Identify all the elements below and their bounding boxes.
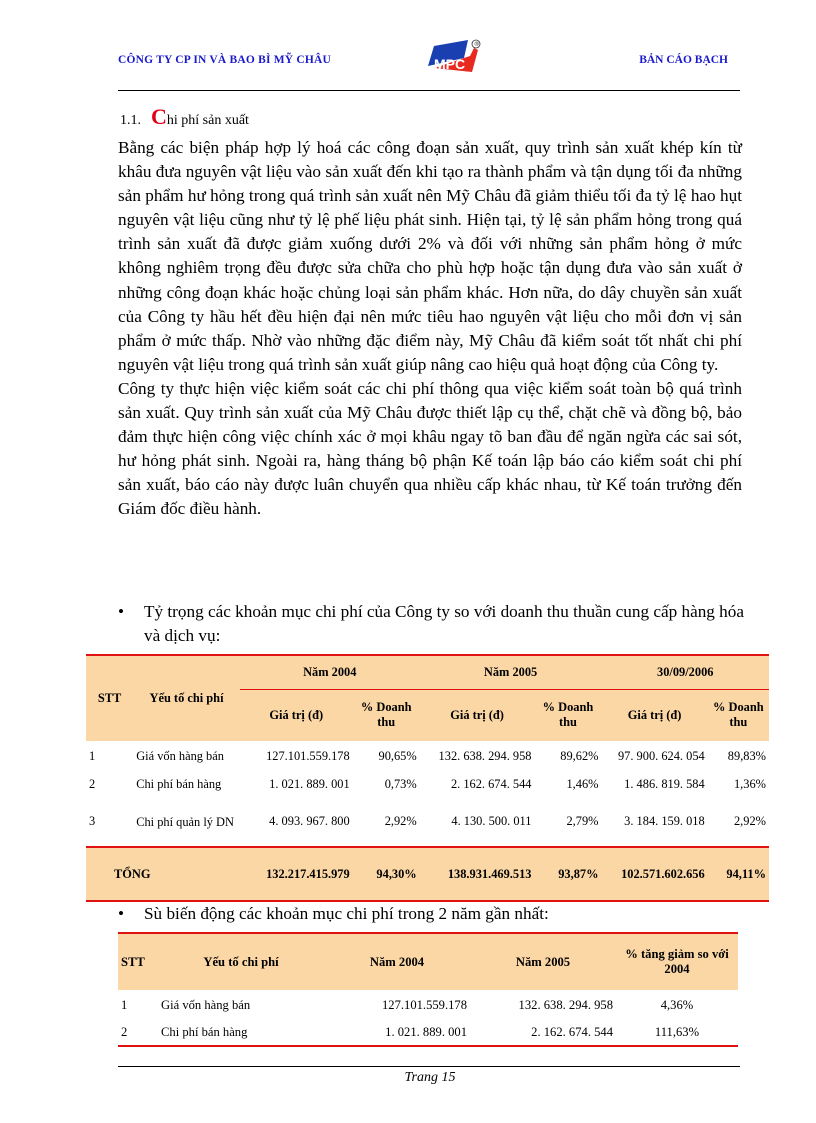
page-number: Trang 15 [404, 1070, 456, 1085]
cell-factor: Giá vốn hàng bán [161, 997, 251, 1012]
cost-change-table [118, 932, 738, 1047]
cell-value: 4. 130. 500. 011 [451, 814, 532, 828]
header-change: % tăng giảm so với 2004 [616, 933, 738, 990]
cell-stt: 2 [89, 776, 96, 791]
cell-pct: 2,92% [384, 814, 417, 828]
cell-2005: 2. 162. 674. 544 [470, 1020, 616, 1046]
table-row [86, 797, 769, 847]
section-title-initial: C [151, 104, 167, 129]
footer-divider [118, 1066, 740, 1067]
bullet-cost-ratio [118, 600, 748, 648]
bullet-icon: • [118, 904, 125, 923]
sub-value-2006: Giá trị (đ) [601, 689, 707, 741]
section-number: 1.1. [120, 113, 141, 128]
cell-2004: 1. 021. 889. 001 [324, 1020, 470, 1046]
table-row [118, 1020, 738, 1046]
cell-pct: 1,36% [733, 776, 766, 791]
bullet-cost-change [118, 902, 748, 926]
cell-value: 4. 093. 967. 800 [269, 814, 350, 828]
table-header-row [118, 933, 738, 990]
total-pct-2005: 93,87% [534, 847, 601, 901]
header-divider [118, 90, 740, 91]
header-2005: Năm 2005 [470, 933, 616, 990]
registered-mark: ® [473, 41, 480, 48]
header-year-2004: Năm 2004 [240, 655, 420, 689]
header-year-2005: Năm 2005 [420, 655, 602, 689]
cell-pct: 1,46% [566, 776, 599, 791]
cell-change: 4,36% [660, 997, 694, 1012]
company-logo [420, 38, 482, 82]
paragraph-1: Bằng các biện pháp hợp lý hoá các công đoạn sản xuất, quy trình sản xuất khép kín từ khâu đưa nguyên vật liệu vào sản xuất đến khi tạo ra thành phẩm và tận dụng tối đa những sản phẩm hư hỏng trong quá trình sản xuất nên Mỹ Châu đã giảm thiểu tối đa tỷ lệ hao hụt nguyên vật liệu cũng như tỷ lệ phế liệu phát sinh. Hiện tại, tỷ lệ sản phẩm hỏng trong quá trình sản xuất đã được giảm xuống dưới 2% và đối với những sản phẩm hỏng ở mức không nghiêm trọng đều được sửa chữa cho phù hợp hoặc tận dụng đưa vào sản xuất ở những công đoạn khác hoặc chủng loại sản phẩm khác. Hơn nữa, do dây chuyền sản xuất của Công ty hầu hết đều hiện đại nên mức tiêu hao nguyên vật liệu cho mỗi đơn vị sản phẩm ở mức thấp. Nhờ vào những đặc điểm này, Mỹ Châu đã kiểm soát tốt nhất chi phí nguyên vật liệu trong quá trình sản xuất giúp nâng cao hiệu quả hoạt động của Công ty. [118, 138, 742, 374]
cost-ratio-table [86, 654, 769, 902]
cell-2004: 127.101.559.178 [381, 997, 467, 1012]
table-row [86, 771, 769, 797]
cell-value: 127.101.559.178 [266, 748, 350, 763]
total-pct-2006: 94,11% [708, 847, 769, 901]
header-stt: STT [118, 933, 158, 990]
cell-pct: 2,92% [733, 814, 766, 828]
cell-value: 1. 486. 819. 584 [624, 776, 705, 791]
table-row [118, 990, 738, 1020]
total-value-2005: 138.931.469.513 [420, 847, 535, 901]
sub-value-2004: Giá trị (đ) [240, 689, 353, 741]
header-2004: Năm 2004 [324, 933, 470, 990]
body-text [118, 136, 742, 522]
cell-factor: Chi phí quản lý DN [136, 814, 234, 829]
cell-value: 2. 162. 674. 544 [450, 776, 532, 791]
section-title [120, 104, 249, 130]
total-value-2006: 102.571.602.656 [601, 847, 707, 901]
header-factor: Yếu tố chi phí [133, 655, 240, 741]
cell-factor: Giá vốn hàng bán [136, 748, 224, 763]
cell-pct: 2,79% [566, 814, 599, 828]
cell-value: 3. 184. 159. 018 [624, 814, 705, 828]
cell-value: 132. 638. 294. 958 [438, 748, 532, 763]
header-stt: STT [86, 655, 133, 741]
table-total-row [86, 847, 769, 901]
company-name: CÔNG TY CP IN VÀ BAO BÌ MỸ CHÂU [118, 54, 332, 66]
cell-stt: 1 [121, 997, 128, 1012]
cell-stt: 2 [118, 1020, 158, 1046]
bullet-text: Sù biến động các khoản mục chi phí trong 2 năm gần nhất: [144, 904, 549, 923]
cell-pct: 89,83% [727, 748, 766, 763]
paragraph-2: Công ty thực hiện việc kiểm soát các chi phí thông qua việc kiểm soát toàn bộ quá trình sản xuất. Quy trình sản xuất của Mỹ Châu được thiết lập cụ thể, chặt chẽ và đồng bộ, bảo đảm thực hiện công việc chính xác ở mọi khâu ngay tõ ban đầu để ngăn ngừa các sai sót, hư hỏng phát sinh. Ngoài ra, hàng tháng bộ phận Kế toán lập báo cáo kiểm soát chi phí sản xuất, báo cáo này được luân chuyển qua nhiều cấp khác nhau, từ Kế toán trưởng đến Giám đốc điều hành. [118, 378, 742, 519]
cell-value: 1. 021. 889. 001 [269, 776, 350, 791]
logo-text: MPC [434, 56, 466, 72]
total-label: TỔNG [86, 847, 240, 901]
cell-factor: Chi phí bán hàng [158, 1020, 324, 1046]
header-period-2006: 30/09/2006 [601, 655, 769, 689]
bullet-icon: • [118, 602, 125, 621]
table-header-row [86, 655, 769, 689]
section-title-text: hi phí sản xuất [166, 113, 249, 128]
cell-value: 97. 900. 624. 054 [617, 748, 705, 763]
cell-pct: 90,65% [378, 748, 417, 763]
cell-2005: 132. 638. 294. 958 [518, 997, 613, 1012]
cell-pct: 0,73% [384, 776, 417, 791]
cell-change: 111,63% [616, 1020, 738, 1046]
bullet-text: Tỷ trọng các khoản mục chi phí của Công ty so với doanh thu thuần cung cấp hàng hóa và dịch vụ: [144, 602, 745, 645]
cell-pct: 89,62% [560, 748, 599, 763]
sub-pct-2005: % Doanh thu [534, 689, 601, 741]
total-pct-2004: 94,30% [353, 847, 420, 901]
header-factor: Yếu tố chi phí [158, 933, 324, 990]
sub-pct-2006: % Doanh thu [708, 689, 769, 741]
cell-factor: Chi phí bán hàng [136, 776, 222, 791]
cell-stt: 3 [89, 814, 96, 828]
total-value-2004: 132.217.415.979 [240, 847, 353, 901]
table-row [86, 741, 769, 771]
sub-pct-2004: % Doanh thu [353, 689, 420, 741]
cell-stt: 1 [89, 748, 96, 763]
sub-value-2005: Giá trị (đ) [420, 689, 535, 741]
document-type: BẢN CÁO BẠCH [639, 54, 728, 66]
